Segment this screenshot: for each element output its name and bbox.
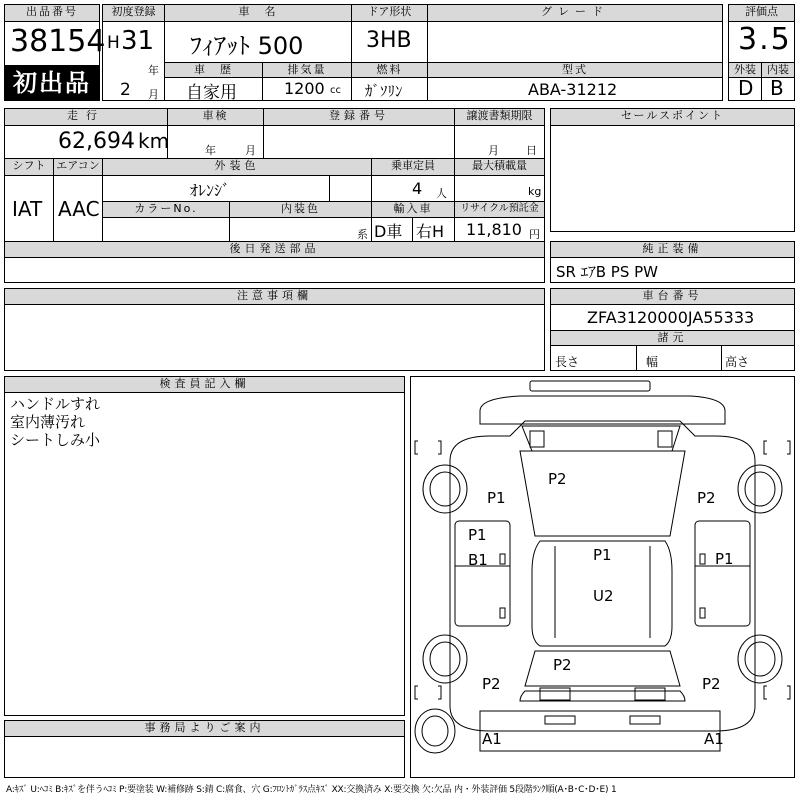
- mark-rear-left: P2: [482, 675, 501, 693]
- registration-label: 登録番号: [263, 108, 455, 126]
- inspection-label: 車検: [167, 108, 264, 126]
- inspector-label: 検査員記入欄: [4, 376, 405, 393]
- displacement-unit: cc: [330, 85, 341, 96]
- color-no-label: カラーNo.: [102, 201, 230, 218]
- recycle-label: リサイクル預託金: [454, 201, 545, 218]
- int-color-cell: [229, 217, 372, 242]
- import-value-2: 右H: [416, 222, 445, 241]
- mark-bottom-left: A1: [482, 730, 502, 748]
- car-name: ﾌｨｱｯﾄ 500: [190, 32, 304, 60]
- model-label: 型式: [427, 62, 723, 78]
- color-no-cell: [102, 217, 230, 242]
- aircon-label: エアコン: [53, 158, 103, 176]
- fuel-value: ｶﾞｿﾘﾝ: [365, 82, 403, 100]
- notes-cell: [4, 304, 545, 371]
- mark-hood-lower: U2: [593, 587, 614, 605]
- dims-label: 諸元: [550, 330, 795, 346]
- width-label: 幅: [646, 355, 659, 369]
- transfer-day-unit: 日: [526, 144, 537, 157]
- mark-left-door-lower: B1: [468, 551, 488, 569]
- import-value-1: D車: [374, 222, 403, 241]
- office-label: 事務局よりご案内: [4, 720, 405, 737]
- transfer-label: 譲渡書類期限: [454, 108, 545, 126]
- chassis-label: 車台番号: [550, 288, 795, 305]
- history-value: 自家用: [186, 83, 237, 103]
- height-label: 高さ: [725, 355, 750, 369]
- interior-value: B: [770, 76, 784, 100]
- mark-front-right-fender: P2: [697, 489, 716, 507]
- later-parts-cell: [4, 257, 545, 283]
- door-label: ドア形状: [351, 4, 428, 22]
- mark-bottom-right: A1: [704, 730, 724, 748]
- inspection-year-unit: 年: [205, 144, 216, 157]
- aircon-value: AAC: [58, 197, 100, 221]
- year-unit: 年: [148, 64, 159, 77]
- interior-label: 内装: [761, 62, 795, 78]
- recycle-unit: 円: [529, 228, 540, 241]
- mileage-value: 62,694: [58, 129, 135, 154]
- sales-point-cell: [550, 125, 795, 232]
- history-label: 車 歴: [164, 62, 263, 78]
- capacity-unit: 人: [436, 187, 447, 200]
- displacement-label: 排気量: [262, 62, 352, 78]
- later-parts-label: 後日発送部品: [4, 241, 545, 258]
- fuel-label: 燃料: [351, 62, 428, 78]
- max-load-unit: kg: [528, 185, 542, 198]
- month-unit: 月: [148, 88, 159, 101]
- lot-number: 38154: [10, 24, 106, 59]
- grade-cell: [427, 21, 723, 63]
- length-label: 長さ: [555, 355, 580, 369]
- mileage-unit: km: [138, 129, 170, 153]
- genuine-equipment-value: SR ｴｱB PS PW: [556, 263, 658, 281]
- chassis-value: ZFA3120000JA55333: [587, 308, 755, 327]
- grade-label: グレード: [427, 4, 723, 22]
- score-value: 3.5: [738, 22, 792, 57]
- int-color-label: 内装色: [229, 201, 372, 218]
- mark-bumper-center: P2: [553, 656, 572, 674]
- exterior-value: D: [738, 76, 754, 100]
- capacity-value: 4: [412, 179, 423, 198]
- era-value: H: [107, 33, 120, 53]
- car-name-label: 車 名: [164, 4, 352, 22]
- mark-roof: P2: [548, 470, 567, 488]
- exterior-label: 外装: [728, 62, 762, 78]
- model-value: ABA-31212: [528, 80, 618, 99]
- registration-cell: [263, 125, 455, 159]
- recycle-value: 11,810: [466, 220, 522, 239]
- mileage-label: 走行: [4, 108, 168, 126]
- genuine-equipment-label: 純正装備: [550, 241, 795, 258]
- shift-label: シフト: [4, 158, 54, 176]
- shift-value: IAT: [12, 197, 43, 221]
- ext-color-value: ｵﾚﾝｼﾞ: [190, 181, 231, 200]
- mark-right-door: P1: [715, 550, 734, 568]
- mark-left-door-upper: P1: [468, 526, 487, 544]
- month-value: 2: [120, 80, 131, 100]
- door-value: 3HB: [366, 28, 412, 53]
- ext-color-sub-cell: [329, 175, 372, 202]
- first-listing-badge: 初出品: [4, 65, 100, 101]
- mark-front-left-fender: P1: [487, 489, 506, 507]
- year-value: 31: [121, 26, 155, 56]
- import-label: 輸入車: [371, 201, 455, 218]
- displacement-value: 1200: [284, 79, 325, 98]
- inspection-month-unit: 月: [245, 144, 256, 157]
- lot-number-label: 出品番号: [4, 4, 100, 22]
- inspector-note-3: シートしみ小: [10, 431, 101, 449]
- capacity-label: 乗車定員: [371, 158, 455, 176]
- ext-color-label: 外装色: [102, 158, 372, 176]
- inspector-note-2: 室内薄汚れ: [10, 413, 86, 431]
- sales-point-label: セールスポイント: [550, 108, 795, 126]
- first-reg-label: 初度登録: [102, 4, 165, 22]
- mark-hood-upper: P1: [593, 546, 612, 564]
- int-color-unit: 系: [357, 228, 368, 241]
- car-diagram: [410, 376, 795, 778]
- mark-rear-right: P2: [702, 675, 721, 693]
- notes-label: 注意事項欄: [4, 288, 545, 305]
- score-label: 評価点: [728, 4, 795, 22]
- legend-footer: A:ｷｽﾞ U:ﾍｺﾐ B:ｷｽﾞを伴うﾍｺﾐ P:要塗装 W:補修跡 S:錆 C:腐食、穴 G:ﾌﾛﾝﾄｶﾞﾗｽ点ｷｽﾞ XX:交換済み X:要交換 欠:欠品 内・外装評価 5段階ﾗﾝｸ順(A･B･C･D･E) 1: [6, 785, 617, 795]
- inspector-note-1: ハンドルすれ: [10, 395, 101, 413]
- max-load-label: 最大積載量: [454, 158, 545, 176]
- transfer-month-unit: 月: [488, 144, 499, 157]
- office-cell: [4, 736, 405, 778]
